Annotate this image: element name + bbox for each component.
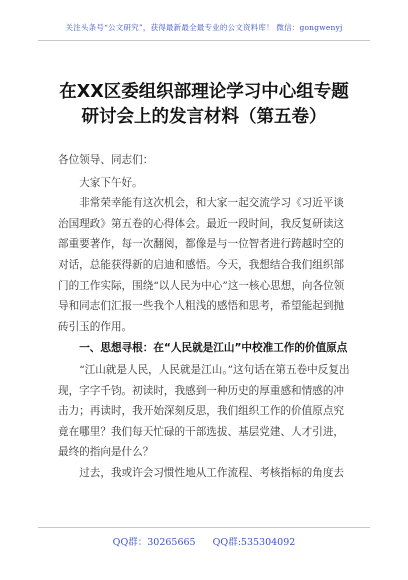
header-divider: [38, 40, 370, 41]
section-1-paragraph-1: “江山就是人民，人民就是江山。”这句话在第五卷中反复出现，字字千钧。初读时，我感到一种历史的厚重感和情感的冲击力；再读时，我开始深刻反思，我们组织工作的价值原点究竟在哪里？我们每天忙碌的干部选拔、基层党建、人才引进，最终的指向是什么？: [58, 363, 350, 459]
footer-qq-group-1: QQ群：30265665: [112, 537, 196, 548]
footer-divider: [38, 527, 370, 528]
section-1-paragraph-2: 过去，我或许会习惯性地从工作流程、考核指标的角度去: [79, 466, 345, 479]
footer-qq-group-2: QQ群:535304092: [212, 537, 296, 548]
title-line-2: 研讨会上的发言材料（第五卷）: [81, 107, 327, 127]
header-banner: 关注头条号“公文研究”，获得最新最全最专业的公文资料库！ 微信：gongwenyj: [65, 23, 343, 32]
greeting: 大家下午好。: [79, 176, 143, 189]
title-line-1: 在XX区委组织部理论学习中心组专题: [59, 82, 349, 102]
footer: [0, 534, 408, 548]
document-body: [58, 150, 350, 484]
intro-paragraph: 非常荣幸能有这次机会，和大家一起交流学习《习近平谈治国理政》第五卷的心得体会。最近一段时间，我反复研读这部重要著作，每一次翻阅，都像是与一位智者进行跨越时空的对话，总能获得新的启迪和感悟。今天，我想结合我们组织部门的工作实际，围绕“以人民为中心”这一核心思想，向各位领导和同志们汇报一些我个人粗浅的感悟和思考，希望能起到抛砖引玉的作用。: [58, 197, 345, 333]
salutation: 各位领导、同志们：: [58, 154, 154, 166]
section-1-heading: 一、思想寻根：在“人民就是江山”中校准工作的价值原点: [79, 342, 348, 355]
document-title: [30, 80, 378, 130]
